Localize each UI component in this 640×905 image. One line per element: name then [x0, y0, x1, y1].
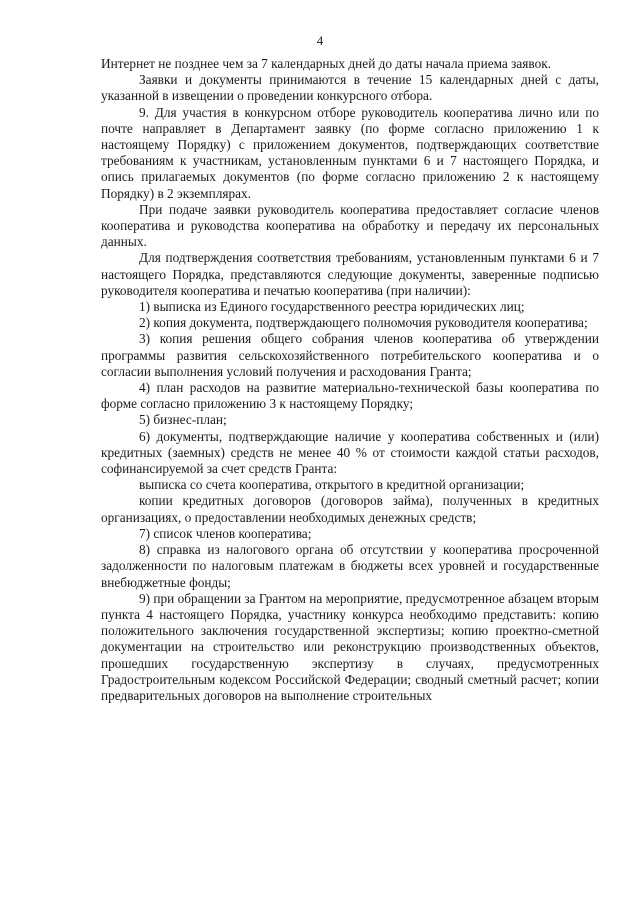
list-item: 8) справка из налогового органа об отсутствии у кооператива просроченной задолженности по налоговым платежам в бюджеты всех уровней и государственные внебюджетные фонды;: [101, 542, 599, 590]
page-number: 4: [316, 33, 324, 48]
sub-list-item: выписка со счета кооператива, открытого в кредитной организации;: [139, 477, 525, 493]
paragraph: Интернет не позднее чем за 7 календарных дней до даты начала приема заявок.: [101, 56, 552, 71]
list-item: 1) выписка из Единого государственного реестра юридических лиц;: [139, 299, 525, 315]
paragraph: 9. Для участия в конкурсном отборе руководитель кооператива лично или по почте направляет в Департамент заявку (по форме согласно приложению 1 к настоящему Порядку) с приложением документов, подтверждающих соответствие требованиям к участникам, установленным пунктами 6 и 7 настоящего Порядка, и опись прилагаемых документов (по форме согласно приложению 2 к настоящему Порядку) в 2 экземплярах.: [101, 104, 599, 201]
list-item: 5) бизнес-план;: [139, 412, 227, 428]
paragraph: Заявки и документы принимаются в течение 15 календарных дней с даты, указанной в извещении о проведении конкурсного отбора.: [101, 72, 599, 104]
paragraph: При подаче заявки руководитель кооператива предоставляет согласие членов кооператива и руководства кооператива на обработку и передачу их персональных данных.: [101, 201, 599, 250]
list-item: 2) копия документа, подтверждающего полномочия руководителя кооператива;: [139, 315, 588, 331]
list-item: 9) при обращении за Грантом на мероприятие, предусмотренное абзацем вторым пункта 4 настоящего Порядка, участнику конкурса необходимо представить: копию положительного заключения государственной экспертизы; копию проектно-сметной документации на строительство или реконструкцию производственных объектов, прошедших государственную экспертизу в случаях, предусмотренных Градостроительным кодексом Российской Федерации; сводный сметный расчет; копии предварительных договоров на выполнение строительных: [101, 590, 599, 703]
sub-list-item: копии кредитных договоров (договоров займа), полученных в кредитных организациях, о предоставлении необходимых денежных средств;: [101, 493, 599, 525]
list-item: 4) план расходов на развитие материально-технической базы кооператива по форме согласно приложению 3 к настоящему Порядку;: [101, 380, 599, 412]
document-body: [101, 56, 599, 704]
list-item: 3) копия решения общего собрания членов кооператива об утверждении программы развития сельскохозяйственного потребительского кооператива и о согласии выполнения условий получения и расходования Гранта;: [101, 331, 599, 379]
list-item: 6) документы, подтверждающие наличие у кооператива собственных и (или) кредитных (заемных) средств не менее 40 % от стоимости каждой статьи расходов, софинансируемой за счет средств Гранта:: [101, 428, 599, 477]
paragraph: Для подтверждения соответствия требованиям, установленным пунктами 6 и 7 настоящего Порядка, представляются следующие документы, заверенные подписью руководителя кооператива и печатью кооператива (при наличии):: [101, 250, 599, 298]
list-item: 7) список членов кооператива;: [139, 525, 312, 541]
